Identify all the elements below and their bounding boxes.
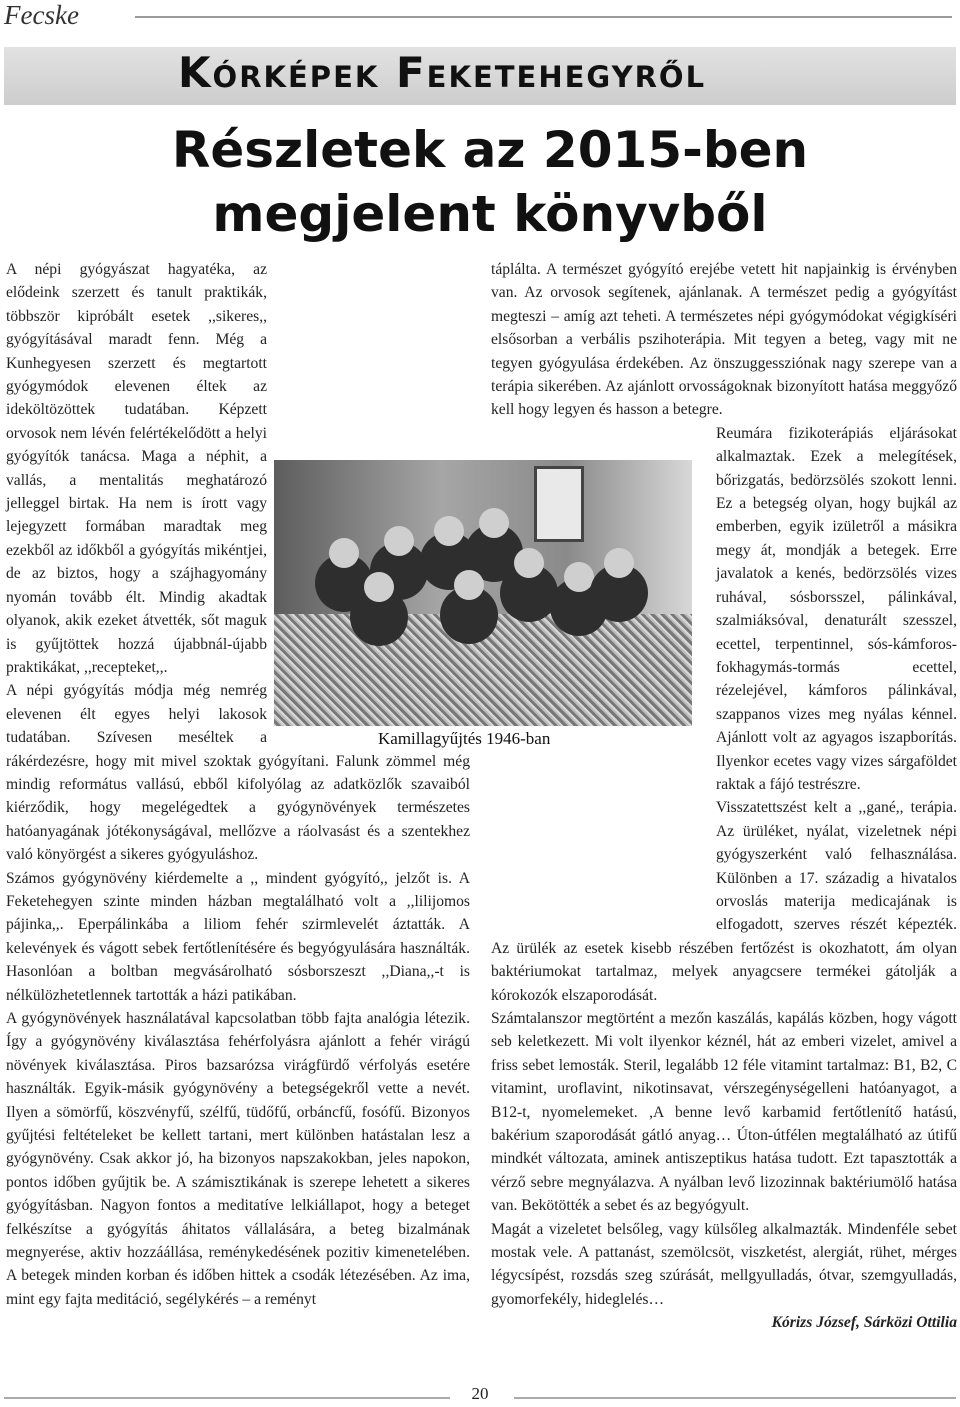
photo-caption: Kamillagyűjtés 1946-ban [378,729,551,748]
photo-person [564,562,594,592]
paragraph: A népi gyógyítás módja még nemrég elevenen élt egyes helyi lakosok tudatában. Szívesen meséltek a rákérdezésre, hogy mit mivel szoktak gyógyítani. Falunk zömmel még mindig református vallású, ebből kifolyólag az adatközlők szavaiból kiérződik, hogy megelégedtek a gyógynövények természetes hatóanyagának jótékonyságával, mellőzve a ráolvasást és a szentekhez való könyörgést a sikeres gyógyuláshoz. [6,682,470,864]
paragraph: Visszatettszést kelt a ,,gané,, terápia. Az ürüléket, nyálat, vizeletnek népi gyógyszerként való felhasználása. Különben a 17. századig a hivatalos orvoslás materija medicajának is elfogadott, szerves részét képezték. Az ürülék az esetek kisebb részében fertőzést is okozhatott, ám olyan baktériumokat tartalmaz, melyek anyagcsere termékei gátolják a kórokozók elszaporodását. [491,799,957,1004]
photo-person [384,526,414,556]
photo-person [514,548,544,578]
photo-person [604,548,634,578]
paragraph: táplálta. A természet gyógyító erejébe vetett hit napjainkig is érvényben van. Az orvosok segítenek, ajánlanak. A természet pedig a gyógyítást megteszi – amíg azt teheti. A természetes népi gyógymódokat végigkíséri elsősorban a verbális pszihoterápia. Mit tegyen a beteg, vagy mit ne tegyen gyógyulása érdekében. Az önszuggessziónak nagy szerepe van a terápia sikerében. Az ajánlott orvosságoknak bizonyított hatása meggyőző kell hogy legyen és hasson a betegre. [491,261,957,419]
author-signature: Kórizs József, Sárközi Ottilia [771,1314,957,1332]
photo-window [534,466,584,542]
masthead: Fecske [4,0,79,30]
left-column [6,258,470,1311]
photo-person [479,508,509,538]
photo-person [329,538,359,568]
paragraph: Számtalanszor megtörtént a mezőn kaszálás, kapálás közben, hogy vágott seb keletkezett. Mi volt ilyenkor kéznél, hát az emberi vizelet, amivel a friss sebet lemosták. Steril, legalább 12 féle vitamint tartalmaz: B1, B2, C vitamint, uroflavint, nikotinsavat, vérszegénységelleni hatóanyagot, a B12-t, nyomelemeket. ,A benne levő karbamid fertőtlenítő hatású, bakérium szaporodását gátló anyag… Úton-útfélen megtalálható az útifű mindkét változata, aminek antiszeptikus hatása tudott. Ezt tapasztották a vérző sebre megnyálazva. A nyálban levő lizozinnak baktériumölő hatása van. Bekötötték a sebet és az begyógyult. [491,1010,957,1215]
section-title: Kórképek Feketehegyről [178,48,707,97]
paragraph: Számos gyógynövény kiérdemelte a ,, mindent gyógyító,, jelzőt is. A Feketehegyen szinte minden házban megtalálható volt a ,,lilijomos pájinka,,. Eperpálinkába a liliom fehér szirmlevelét áztatták. A kelevények és vágott sebek fertőtlenítésére és begyógyulására használták. Hasonlóan a boltban megvásárolható sósborszeszt ,,Diana,,-t is nélkülözhetetlennek tartották a házi patikában. [6,869,470,1004]
photo-person [364,572,394,602]
photo-chamomile-field [274,614,692,726]
paragraph: Magát a vizeletet belsőleg, vagy külsőleg alkalmazták. Mindenféle sebet mostak vele. A pattanást, szemölcsöt, viszketést, alergiát, rühet, mérges légycsípést, rozsdás szeg szúrását, mellgyulladás, ótvar, szemgyulladás, gyomorfekély, hideglelés… [491,1220,957,1308]
paragraph: Reumára fizikoterápiás eljárásokat alkalmaztak. Ezek a melegítések, bőrizgatás, bedörzsölés szokott lenni. Ez a betegség olyan, hogy bujkál az emberben, egyik izületről a másikra megy át, mondják a betegek. Erre javalatok a kenés, bedörzsölés vizes ruhával, sósborsszel, pálinkával, szalmiáksóval, denaturált szesszel, ecettel, terpentinnel, sós-kámforos-fokhagymás-tormás ecettel, rézelejével, kámforos pálinkával, szappanos vizes meg nyálas kénnel. Ajánlott volt az agyagos iszapborítás. Ilyenkor ecetes vagy vizes sárgaföldet raktak a fájó testrészre. [716,424,957,793]
paragraph: A gyógynövények használatával kapcsolatban több fajta analógia létezik. Így a gyógynövény kiválasztása fehérfolyásra ajánlott a fehér virágú növények kiválasztása. Piros bazsarózsa virágfürdő vérfolyás esetére használták. Egyik-másik gyógynövény a betegségekről vette a nevét. Ilyen a sömörfű, köszvényfű, szélfű, tüdőfű, orbáncfű, fosófű. Bizonyos gyűjtési feltételeket be kellett tartani, mert különben hatástalan lesz a gyógynövény. Csak akkor jó, ha bizonyos napszakokban, jeles napokon, pontos időben gyűjtik be. A számisztikának is szerepe lehetett a sikeres gyógyításban. Nagyon fontos a meditatíve lelkiállapot, hogy a beteget felkészítse a gyógyítás áhitatos vállalására, a beteg bizalmának megnyerése, aktiv hozzáállása, reménykedésének pozitiv kimenetelében. A betegek minden korban és időben hittek a csodák létezésében. Az ima, mint egy fajta meditáció, segélykérés – a reményt [6,1010,470,1308]
paragraph-intro: A népi gyógyászat hagyatéka, az elődeink szerzett és tanult praktikák, többször kipróbált esetek ,,sikeres,, gyógyításával maradt fenn. Még a Kunhegyesen szerzett és megtartott gyógymódok elevenen éltek az ideköltözöttek tudatában. Képzett orvosok nem lévén felértékelődött a helyi gyógyítók tanácsa. Maga a néphit, a vallás, a mentalitás meghatározó jelleggel birtak. Ha nem is írott vagy lejegyzett formában maradtak meg ezekből az időkből a gyógyítás mikéntjei, de az biztos, hogy a szájhagyomány nyomán tovább élt. Mindig akadtak olyanok, akik ezeket átvették, sőt maguk is gyűjtöttek hozzá újabbnál-újabb praktikákat, ,,recepteket,,. [6,261,267,676]
photo-person [454,570,484,600]
masthead-rule [135,16,952,18]
footer-rule-right [514,1397,956,1399]
historical-photo [274,460,692,726]
article-headline: Részletek az 2015-ben megjelent könyvből [171,121,809,243]
right-column [491,258,957,1335]
photo-person [434,516,464,546]
page-number: 20 [471,1384,489,1403]
